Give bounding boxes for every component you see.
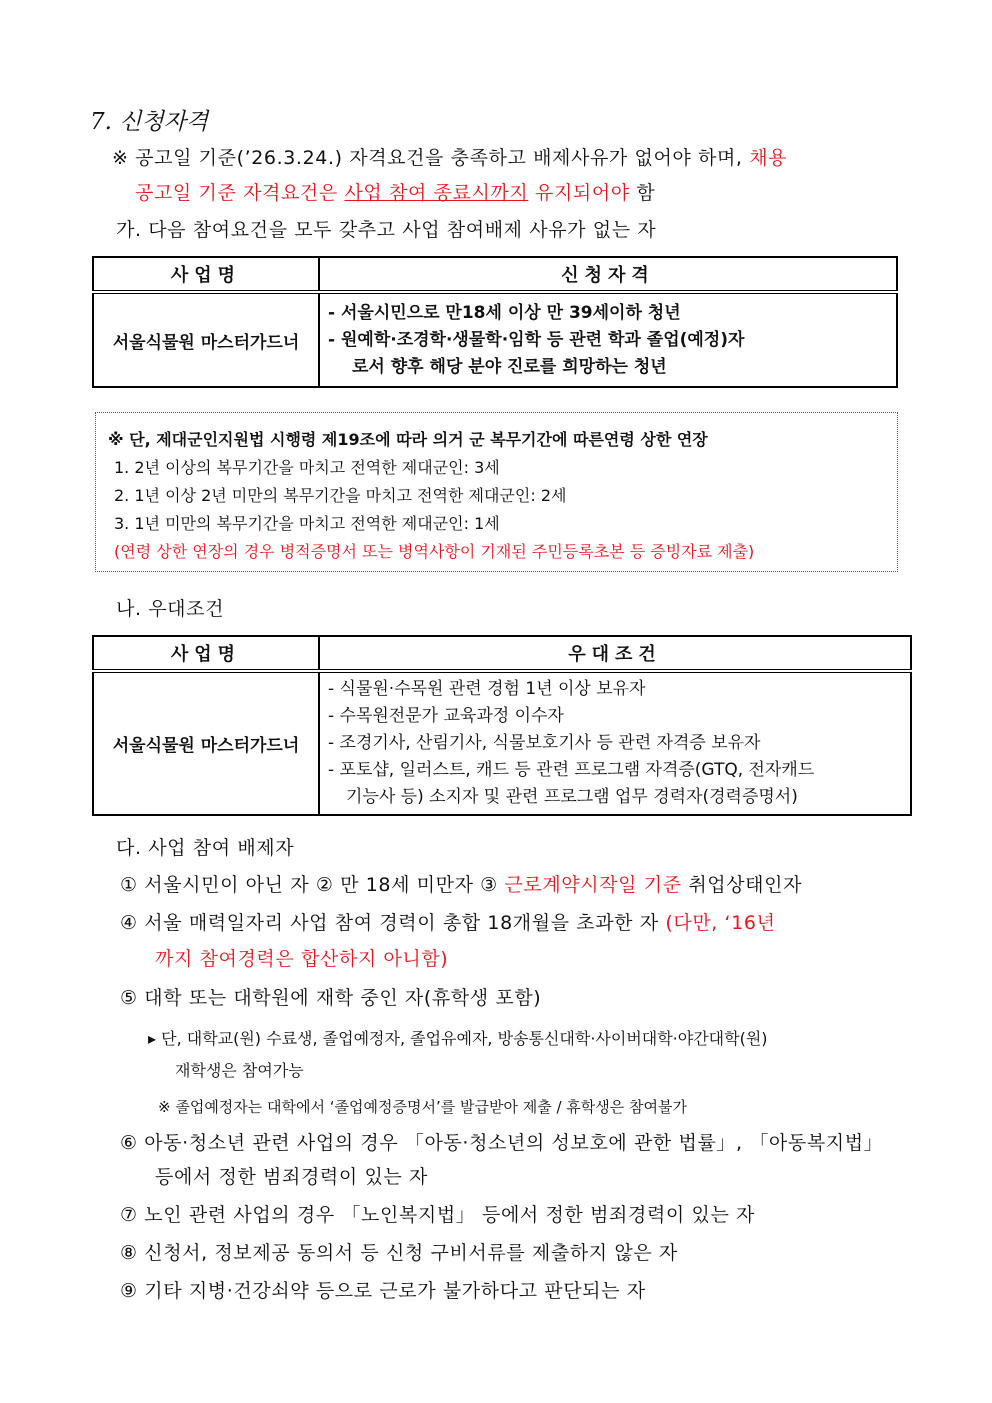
note-head: ※ 단, 제대군인지원법 시행령 제19조에 따라 의거 군 복무기간에 따른연령 상한 연장 [108, 430, 708, 449]
preference-item: - 포토샵, 일러스트, 캐드 등 관련 프로그램 자격증(GTQ, 전자캐드 [328, 760, 815, 780]
intro-end: 함 [636, 182, 656, 204]
eligibility-item: - 원예학·조경학·생물학·임학 등 관련 학과 졸업(예정)자 [328, 329, 745, 350]
exclusion-item-7: ⑦ 노인 관련 사업의 경우 「노인복지법」 등에서 정한 범죄경력이 있는 자 [120, 1204, 755, 1226]
sub-c-heading: 다. 사업 참여 배제자 [116, 837, 295, 859]
intro-text: ※ 공고일 기준(’26.3.24.) 자격요건을 충족하고 배제사유가 없어야 하며, [112, 147, 743, 169]
preference-table [92, 635, 912, 816]
note-red: (연령 상한 연장의 경우 병적증명서 또는 병역사항이 기재된 주민등록초본 등 증빙자료 제출) [114, 542, 755, 561]
preference-item: - 식물원·수목원 관련 경험 1년 이상 보유자 [328, 679, 646, 699]
exclusion-item-5-sub: ▸ 단, 대학교(원) 수료생, 졸업예정자, 졸업유예자, 방송통신대학·사이버대학·야간대학(원) [148, 1029, 768, 1048]
intro-red-underline: 사업 참여 종료시까지 [344, 182, 529, 204]
sub-b-heading: 나. 우대조건 [116, 598, 225, 620]
eligibility-item: 로서 향후 해당 분야 진로를 희망하는 청년 [352, 356, 667, 377]
military-note-box [95, 412, 898, 572]
intro-red-b: 유지되어야 [534, 182, 630, 204]
preference-col-conditions: 우대조건 [319, 636, 911, 671]
exclusion-item-9: ⑨ 기타 지병·건강쇠약 등으로 근로가 불가하다고 판단되는 자 [120, 1280, 646, 1302]
preference-row-items [319, 671, 911, 815]
eligibility-col-qualification: 신청자격 [319, 257, 897, 292]
note-item: 2. 1년 이상 2년 미만의 복무기간을 마치고 전역한 제대군인: 2세 [114, 486, 567, 505]
eligibility-row-name: 서울식물원 마스터가드너 [93, 292, 319, 387]
intro-red-text: 채용 [749, 147, 788, 169]
exclusion-item-5-note: ※ 졸업예정자는 대학에서 ‘졸업예정증명서’를 발급받아 제출 / 휴학생은 참여불가 [158, 1098, 687, 1116]
intro-line-1 [112, 143, 787, 170]
exclusion-red: (다만, ‘16년 [665, 912, 776, 934]
preference-item: - 조경기사, 산림기사, 식물보호기사 등 관련 자격증 보유자 [328, 733, 761, 753]
preference-col-name: 사업명 [93, 636, 319, 671]
sub-a-heading: 가. 다음 참여요건을 모두 갖추고 사업 참여배제 사유가 없는 자 [116, 219, 657, 241]
exclusion-item-4-cont: 까지 참여경력은 합산하지 아니함) [155, 948, 449, 970]
note-item: 3. 1년 미만의 복무기간을 마치고 전역한 제대군인: 1세 [114, 514, 500, 533]
intro-red-a: 공고일 기준 자격요건은 [135, 182, 338, 204]
note-item: 1. 2년 이상의 복무기간을 마치고 전역한 제대군인: 3세 [114, 458, 500, 477]
eligibility-table [92, 256, 898, 388]
preference-item: - 수목원전문가 교육과정 이수자 [328, 706, 564, 726]
exclusion-item-1 [120, 870, 802, 897]
eligibility-row-items [319, 292, 897, 387]
exclusion-text: ① 서울시민이 아닌 자 ② 만 18세 미만자 ③ [120, 874, 498, 896]
exclusion-item-5-sub2: 재학생은 참여가능 [175, 1061, 304, 1080]
exclusion-text: ④ 서울 매력일자리 사업 참여 경력이 총합 18개월을 초과한 자 [120, 912, 659, 934]
exclusion-item-8: ⑧ 신청서, 정보제공 동의서 등 신청 구비서류를 제출하지 않은 자 [120, 1242, 678, 1264]
section-title: 7. 신청자격 [90, 109, 209, 135]
eligibility-col-name: 사업명 [93, 257, 319, 292]
exclusion-text: 취업상태인자 [688, 874, 803, 896]
exclusion-item-5: ⑤ 대학 또는 대학원에 재학 중인 자(휴학생 포함) [120, 987, 542, 1009]
intro-line-2 [135, 178, 655, 205]
preference-row-name: 서울식물원 마스터가드너 [93, 671, 319, 815]
eligibility-item: - 서울시민으로 만18세 이상 만 39세이하 청년 [328, 302, 681, 323]
preference-item: 기능사 등) 소지자 및 관련 프로그램 업무 경력자(경력증명서) [346, 787, 798, 807]
exclusion-item-6-cont: 등에서 정한 범죄경력이 있는 자 [155, 1166, 428, 1188]
exclusion-item-4 [120, 908, 776, 935]
exclusion-red: 근로계약시작일 기준 [504, 874, 682, 896]
exclusion-item-6: ⑥ 아동·청소년 관련 사업의 경우 「아동·청소년의 성보호에 관한 법률」, 「아동복지법」 [120, 1132, 884, 1154]
